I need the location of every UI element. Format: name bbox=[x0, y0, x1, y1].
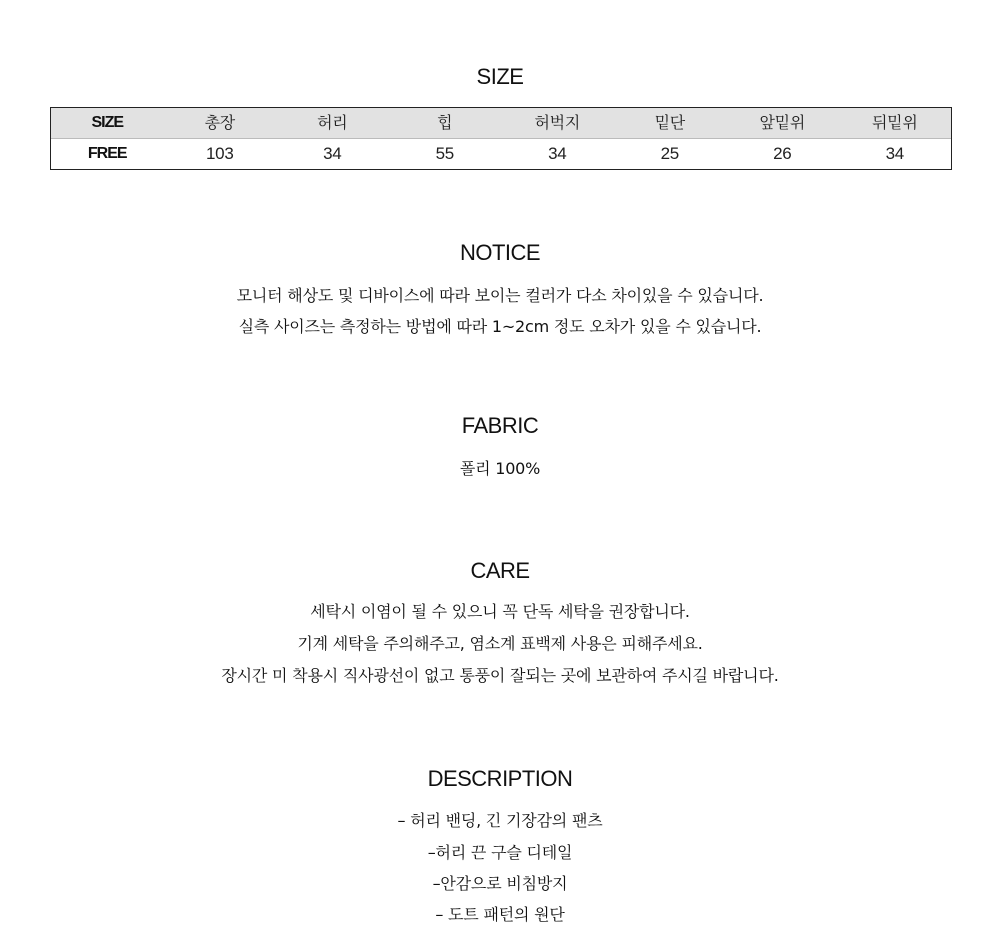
care-heading: CARE bbox=[470, 558, 530, 583]
fabric-line: 폴리 100% bbox=[459, 459, 541, 478]
size-heading: SIZE bbox=[476, 64, 524, 89]
size-table-header-front-rise: 앞밑위 bbox=[759, 113, 805, 132]
care-line: 장시간 미 착용시 직사광선이 없고 통풍이 잘되는 곳에 보관하여 주시길 바랍니다. bbox=[221, 666, 779, 685]
description-line: – 허리 밴딩, 긴 기장감의 팬츠 bbox=[397, 811, 603, 830]
notice-line: 실측 사이즈는 측정하는 방법에 따라 1~2cm 정도 오차가 있을 수 있습니다. bbox=[238, 317, 762, 336]
size-table-cell-hem: 25 bbox=[660, 144, 679, 163]
size-table-header-back-rise: 뒤밑위 bbox=[872, 113, 918, 132]
size-table-header-waist: 허리 bbox=[317, 113, 348, 132]
fabric-heading: FABRIC bbox=[461, 413, 539, 438]
size-table-row bbox=[51, 139, 951, 169]
size-table-cell-front-rise: 26 bbox=[773, 144, 792, 163]
size-table-header-row bbox=[51, 108, 951, 138]
size-table-header-thigh: 허벅지 bbox=[534, 113, 580, 132]
notice-heading: NOTICE bbox=[459, 240, 541, 265]
size-table-cell-size: FREE bbox=[87, 145, 127, 162]
size-table-cell-total-length: 103 bbox=[206, 144, 234, 163]
size-table bbox=[50, 107, 952, 170]
size-table-header-hem: 밑단 bbox=[654, 113, 685, 132]
size-table-cell-waist: 34 bbox=[323, 144, 342, 163]
size-table-header-total-length: 총장 bbox=[204, 113, 235, 132]
size-table-header-hip: 힙 bbox=[437, 113, 453, 132]
care-line: 세탁시 이염이 될 수 있으니 꼭 단독 세탁을 권장합니다. bbox=[310, 602, 690, 621]
care-line: 기계 세탁을 주의해주고, 염소계 표백제 사용은 피해주세요. bbox=[297, 634, 703, 653]
size-table-cell-hip: 55 bbox=[435, 144, 454, 163]
size-table-cell-back-rise: 34 bbox=[885, 144, 904, 163]
size-table-header-size: SIZE bbox=[91, 114, 124, 131]
description-heading: DESCRIPTION bbox=[427, 766, 573, 791]
description-line: –허리 끈 구슬 디테일 bbox=[427, 843, 573, 862]
description-line: – 도트 패턴의 원단 bbox=[435, 905, 565, 924]
description-line: –안감으로 비침방지 bbox=[432, 874, 568, 893]
size-table-cell-thigh: 34 bbox=[548, 144, 567, 163]
notice-line: 모니터 해상도 및 디바이스에 따라 보이는 컬러가 다소 차이있을 수 있습니다. bbox=[236, 286, 764, 305]
